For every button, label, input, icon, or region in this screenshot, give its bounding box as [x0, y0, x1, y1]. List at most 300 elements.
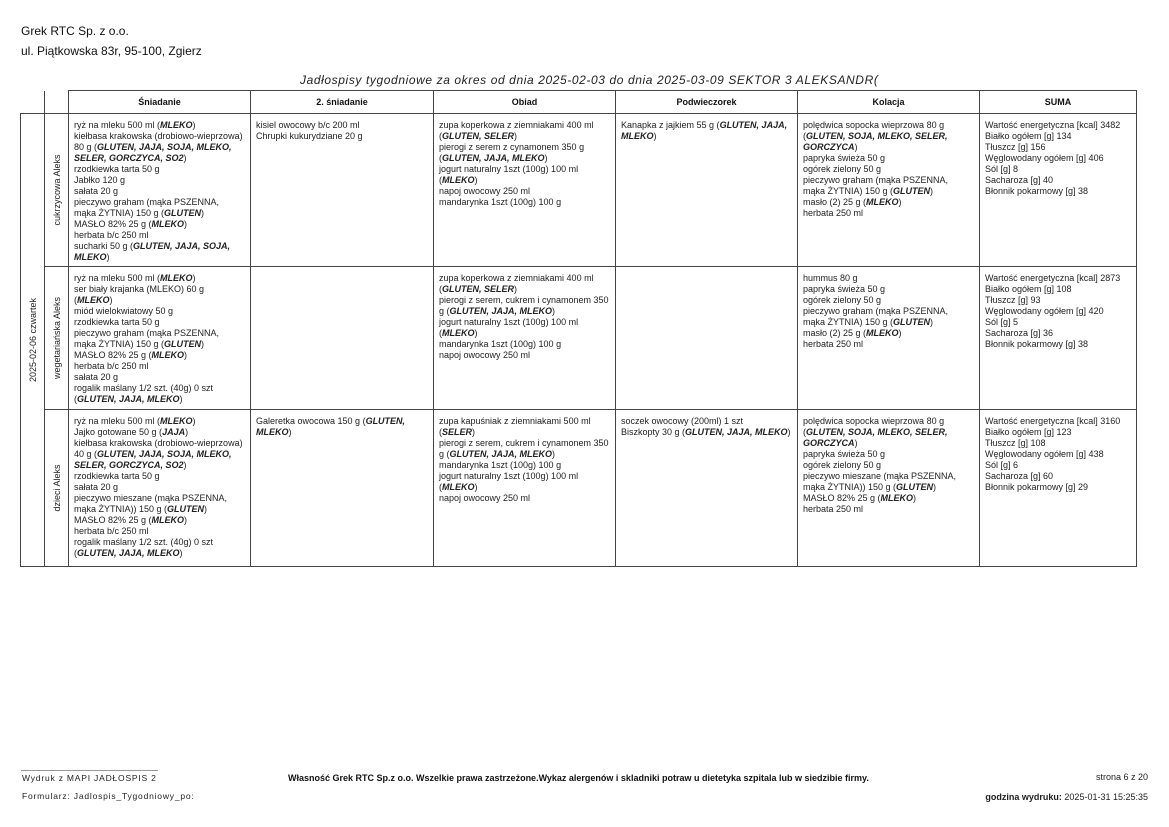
meal-cell-sum [980, 410, 1137, 567]
menu-line [439, 460, 610, 471]
allergen-text: GLUTEN, JAJA, SOJA, MLEKO, [97, 142, 232, 152]
diet-label: cukrzycowa Aleks [51, 154, 62, 226]
menu-text: ) [183, 460, 187, 470]
footer-form-name: Formularz: Jadlospis_Tygodniowy_po: [22, 791, 195, 801]
allergen-text: MLEKO [160, 416, 193, 426]
menu-text: ( [439, 328, 442, 338]
menu-line [985, 460, 1131, 471]
menu-line [74, 416, 245, 427]
allergen-text: GLUTEN, JAJA, MLEKO [685, 427, 788, 437]
menu-line [439, 273, 610, 284]
header-blank [45, 91, 69, 114]
menu-text: mąka ŻYTNIA) 150 g ( [74, 339, 165, 349]
menu-text: ( [439, 482, 442, 492]
menu-line [803, 471, 974, 482]
menu-line [439, 153, 610, 164]
allergen-text: MLEKO [151, 350, 185, 360]
menu-line [803, 416, 974, 427]
menu-text: ) [474, 175, 478, 185]
meal-cell-lunch [434, 267, 616, 410]
print-time [985, 792, 1148, 802]
menu-line [803, 449, 974, 460]
menu-text: ) [288, 427, 292, 437]
menu-text: napoj owocowy 250 ml [439, 186, 531, 196]
diet-label: dzieci Aleks [51, 464, 62, 512]
menu-line [439, 328, 610, 339]
menu-line [621, 427, 792, 438]
menu-text: masło (2) 25 g ( [803, 197, 867, 207]
menu-text: Wartość energetyczna [kcal] 2873 [985, 273, 1121, 283]
menu-text: ) [653, 131, 657, 141]
menu-text: ( [439, 153, 442, 163]
menu-line [74, 241, 245, 252]
menu-text: 40 g ( [74, 449, 98, 459]
menu-line [803, 164, 974, 175]
menu-text: herbata b/c 250 ml [74, 526, 149, 536]
menu-line [74, 471, 245, 482]
menu-line [74, 526, 245, 537]
menu-line [74, 394, 245, 405]
menu-line [985, 131, 1131, 142]
menu-line [985, 186, 1131, 197]
menu-line [74, 482, 245, 493]
menu-text: ogórek zielony 50 g [803, 460, 882, 470]
menu-line [985, 328, 1131, 339]
menu-text: ) [898, 197, 902, 207]
menu-line [621, 416, 792, 427]
menu-text: ) [204, 504, 208, 514]
menu-line [256, 427, 428, 438]
menu-line [439, 306, 610, 317]
menu-text: mąka ŻYTNIA) 150 g ( [803, 186, 894, 196]
menu-line [621, 131, 792, 142]
menu-line [439, 317, 610, 328]
menu-line [803, 186, 974, 197]
menu-text: ( [74, 295, 77, 305]
menu-line [803, 208, 974, 219]
menu-text: Biszkopty 30 g ( [621, 427, 686, 437]
menu-line [74, 306, 245, 317]
menu-text: polędwica sopocka wieprzowa 80 g [803, 120, 945, 130]
menu-text: sałata 20 g [74, 482, 119, 492]
allergen-text: MLEKO [151, 219, 185, 229]
menu-line [439, 120, 610, 131]
footer-rule [21, 770, 158, 771]
menu-line [74, 317, 245, 328]
menu-text: Białko ogółem [g] 108 [985, 284, 1072, 294]
menu-line [803, 504, 974, 515]
menu-text: ryż na mleku 500 ml ( [74, 273, 161, 283]
meal-cell-sum [980, 114, 1137, 267]
allergen-text: GLUTEN [893, 317, 931, 327]
meal-cell-sum [980, 267, 1137, 410]
menu-text: herbata 250 ml [803, 208, 864, 218]
menu-text: ) [106, 252, 110, 262]
menu-line [439, 438, 610, 449]
allergen-text: GLUTEN, JAJA, MLEKO [449, 306, 553, 316]
menu-text: ) [183, 153, 187, 163]
menu-line [74, 493, 245, 504]
menu-text: ryż na mleku 500 ml ( [74, 416, 161, 426]
meal-cell-dinner [798, 267, 980, 410]
menu-text: jogurt naturalny 1szt (100g) 100 ml [439, 164, 579, 174]
menu-line [985, 482, 1131, 493]
meal-cell-breakfast [69, 267, 251, 410]
date-label: 2025-02-06 czwartek [27, 297, 38, 383]
meal-cell-second-breakfast [251, 410, 434, 567]
allergen-text: GLUTEN, JAJA, MLEKO [77, 394, 180, 404]
menu-line [74, 504, 245, 515]
allergen-text: MLEKO [442, 175, 475, 185]
meal-cell-lunch [434, 114, 616, 267]
menu-line [985, 284, 1131, 295]
menu-text: Sól [g] 8 [985, 164, 1019, 174]
menu-text: ) [854, 142, 858, 152]
menu-text: hummus 80 g [803, 273, 858, 283]
menu-line [803, 120, 974, 131]
menu-text: Kanapka z jajkiem 55 g ( [621, 120, 720, 130]
menu-text: ogórek zielony 50 g [803, 164, 882, 174]
menu-text: ) [474, 482, 478, 492]
menu-text: ) [933, 482, 937, 492]
menu-line [74, 230, 245, 241]
menu-text: ) [184, 350, 188, 360]
menu-text: pieczywo graham (mąka PSZENNA, [74, 328, 220, 338]
menu-line [985, 142, 1131, 153]
menu-text: ( [439, 284, 442, 294]
menu-text: ) [184, 515, 188, 525]
menu-text: Sól [g] 6 [985, 460, 1019, 470]
menu-line [439, 471, 610, 482]
menu-line [74, 273, 245, 284]
page-number: strona 6 z 20 [1095, 772, 1148, 782]
menu-text: rzodkiewka tarta 50 g [74, 164, 160, 174]
menu-text: ) [109, 295, 113, 305]
menu-text: ( [439, 175, 442, 185]
menu-line [985, 339, 1131, 350]
menu-line [439, 284, 610, 295]
diet-label-cell [45, 410, 69, 567]
allergen-text: MLEKO [151, 515, 185, 525]
menu-text: Tłuszcz [g] 156 [985, 142, 1046, 152]
allergen-text: GLUTEN, JAJA, SOJA, [133, 241, 231, 251]
allergen-text: GLUTEN, JAJA, MLEKO [449, 449, 553, 459]
company-name: Grek RTC Sp. z o.o. [21, 24, 129, 38]
menu-text: rzodkiewka tarta 50 g [74, 471, 160, 481]
menu-text: MASŁO 82% 25 g ( [74, 350, 152, 360]
menu-line [74, 186, 245, 197]
menu-text: g ( [439, 449, 450, 459]
menu-line [74, 548, 245, 559]
menu-line [74, 197, 245, 208]
menu-line [74, 372, 245, 383]
menu-line [439, 350, 610, 361]
menu-text: MASŁO 82% 25 g ( [74, 515, 152, 525]
menu-line [985, 306, 1131, 317]
menu-line [74, 142, 245, 153]
menu-line [985, 153, 1131, 164]
diet-label: wegetariańska Aleks [51, 296, 62, 380]
menu-text: ) [192, 273, 196, 283]
menu-text: ) [472, 427, 476, 437]
menu-line [439, 186, 610, 197]
menu-line [74, 120, 245, 131]
menu-text: soczek owocowy (200ml) 1 szt [621, 416, 744, 426]
menu-text: Sól [g] 5 [985, 317, 1019, 327]
menu-line [803, 493, 974, 504]
menu-text: Węglowodany ogółem [g] 406 [985, 153, 1104, 163]
menu-text: Sacharoza [g] 40 [985, 175, 1054, 185]
menu-text: Sacharoza [g] 60 [985, 471, 1054, 481]
menu-line [985, 164, 1131, 175]
menu-text: Wartość energetyczna [kcal] 3482 [985, 120, 1121, 130]
menu-line [803, 284, 974, 295]
menu-line [74, 460, 245, 471]
menu-text: ) [514, 131, 518, 141]
menu-text: Błonnik pokarmowy [g] 38 [985, 186, 1089, 196]
menu-line [803, 427, 974, 438]
print-time-value: 2025-01-31 15:25:35 [1064, 792, 1148, 802]
menu-line [803, 197, 974, 208]
menu-text: pierogi z serem, cukrem i cynamonem 350 [439, 295, 609, 305]
menu-line [803, 339, 974, 350]
allergen-text: GLUTEN [893, 186, 931, 196]
allergen-text: SELER, GORCZYCA, SO2 [74, 153, 184, 163]
menu-text: zupa koperkowa z ziemniakami 400 ml [439, 273, 594, 283]
allergen-text: MLEKO [866, 328, 899, 338]
menu-text: miód wielokwiatowy 50 g [74, 306, 174, 316]
menu-text: ) [201, 339, 205, 349]
menu-line [803, 306, 974, 317]
menu-text: ( [803, 427, 806, 437]
menu-text: mąka ŻYTNIA) 150 g ( [803, 317, 894, 327]
menu-text: papryka świeża 50 g [803, 449, 886, 459]
diet-label-cell [45, 267, 69, 410]
allergen-text: MLEKO [77, 295, 110, 305]
header-blank [21, 91, 45, 114]
menu-line [74, 537, 245, 548]
menu-text: pieczywo mieszane (mąka PSZENNA, [803, 471, 957, 481]
menu-text: Sacharoza [g] 36 [985, 328, 1054, 338]
menu-text: Tłuszcz [g] 108 [985, 438, 1046, 448]
menu-text: herbata b/c 250 ml [74, 361, 149, 371]
diet-label-cell [45, 114, 69, 267]
menu-line [439, 416, 610, 427]
menu-line [74, 515, 245, 526]
menu-text: ) [514, 284, 518, 294]
menu-line [256, 120, 428, 131]
menu-text: sucharki 50 g ( [74, 241, 134, 251]
allergen-text: MLEKO [880, 493, 914, 503]
menu-text: pieczywo graham (mąka PSZENNA, [803, 175, 949, 185]
meal-cell-snack [616, 114, 798, 267]
menu-text: herbata 250 ml [803, 504, 864, 514]
menu-text: Węglowodany ogółem [g] 438 [985, 449, 1104, 459]
menu-line [985, 427, 1131, 438]
menu-line [803, 153, 974, 164]
menu-text: Jabłko 120 g [74, 175, 126, 185]
menu-text: mąka ŻYTNIA)) 150 g ( [803, 482, 897, 492]
allergen-text: GORCZYCA [803, 142, 855, 152]
menu-text: Jajko gotowane 50 g ( [74, 427, 163, 437]
menu-line [439, 339, 610, 350]
menu-line [985, 120, 1131, 131]
document-title: Jadłospisy tygodniowe za okres od dnia 2025-02-03 do dnia 2025-03-09 SEKTOR 3 ALEKSANDR( [300, 73, 879, 87]
menu-text: ( [439, 131, 442, 141]
menu-text: g ( [439, 306, 450, 316]
meal-cell-lunch [434, 410, 616, 567]
menu-text: mandarynka 1szt (100g) 100 g [439, 197, 562, 207]
menu-text: mąka ŻYTNIA) 150 g ( [74, 208, 165, 218]
menu-line [439, 295, 610, 306]
menu-line [439, 142, 610, 153]
allergen-text: MLEKO [74, 252, 107, 262]
menu-text: Białko ogółem [g] 123 [985, 427, 1072, 437]
allergen-text: GLUTEN, SOJA, MLEKO, SELER, [806, 427, 948, 437]
menu-line [803, 317, 974, 328]
menu-text: ) [544, 153, 548, 163]
allergen-text: GLUTEN [896, 482, 934, 492]
menu-text: ) [930, 317, 934, 327]
column-header-snack: Podwieczorek [616, 91, 798, 114]
menu-text: kisiel owocowy b/c 200 ml [256, 120, 360, 130]
menu-line [985, 175, 1131, 186]
menu-line [985, 295, 1131, 306]
menu-text: ) [184, 219, 188, 229]
menu-line [439, 449, 610, 460]
menu-line [74, 361, 245, 372]
menu-text: kiełbasa krakowska (drobiowo-wieprzowa) [74, 438, 243, 448]
menu-text: polędwica sopocka wieprzowa 80 g [803, 416, 945, 426]
footer-rights-notice: Własność Grek RTC Sp.z o.o. Wszelkie prawa zastrzeżone.Wykaz alergenów i skladniki potraw u dietetyka szpitala lub w siedzibie firmy. [288, 773, 869, 783]
menu-text: ) [179, 548, 183, 558]
footer-printout: Wydruk z MAPI JADŁOSPIS 2 [22, 773, 157, 783]
menu-line [74, 427, 245, 438]
menu-line [803, 142, 974, 153]
menu-text: ) [898, 328, 902, 338]
menu-text: herbata b/c 250 ml [74, 230, 149, 240]
menu-text: zupa kapuśniak z ziemniakami 500 ml [439, 416, 591, 426]
menu-text: sałata 20 g [74, 372, 119, 382]
meal-cell-second-breakfast [251, 114, 434, 267]
menu-text: ) [913, 493, 917, 503]
allergen-text: GLUTEN, JAJA, MLEKO [77, 548, 180, 558]
column-header-second-breakfast: 2. śniadanie [251, 91, 434, 114]
menu-line [439, 197, 610, 208]
menu-text: ) [201, 208, 205, 218]
menu-text: sałata 20 g [74, 186, 119, 196]
menu-text: pierogi z serem, cukrem i cynamonem 350 [439, 438, 609, 448]
menu-line [74, 164, 245, 175]
menu-line [74, 295, 245, 306]
menu-text: jogurt naturalny 1szt (100g) 100 ml [439, 471, 579, 481]
meal-cell-breakfast [69, 410, 251, 567]
column-header-sum: SUMA [980, 91, 1137, 114]
menu-line [74, 339, 245, 350]
meal-cell-dinner [798, 114, 980, 267]
menu-text: ) [552, 449, 556, 459]
menu-line [74, 438, 245, 449]
menu-line [985, 438, 1131, 449]
menu-text: mąka ŻYTNIA)) 150 g ( [74, 504, 168, 514]
menu-line [74, 284, 245, 295]
meal-cell-snack [616, 267, 798, 410]
menu-text: zupa koperkowa z ziemniakami 400 ml [439, 120, 594, 130]
menu-text: Białko ogółem [g] 134 [985, 131, 1072, 141]
menu-line [256, 416, 428, 427]
menu-line [74, 383, 245, 394]
menu-text: mandarynka 1szt (100g) 100 g [439, 339, 562, 349]
allergen-text: MLEKO [442, 482, 475, 492]
allergen-text: MLEKO [866, 197, 899, 207]
allergen-text: GLUTEN, SOJA, MLEKO, SELER, [806, 131, 948, 141]
menu-line [985, 317, 1131, 328]
menu-line [803, 273, 974, 284]
allergen-text: JAJA [162, 427, 186, 437]
menu-line [803, 295, 974, 306]
menu-text: ) [552, 306, 556, 316]
menu-text: herbata 250 ml [803, 339, 864, 349]
meal-cell-snack [616, 410, 798, 567]
menu-line [803, 175, 974, 186]
menu-line [439, 131, 610, 142]
menu-line [439, 164, 610, 175]
menu-text: pieczywo mieszane (mąka PSZENNA, [74, 493, 228, 503]
menu-line [985, 449, 1131, 460]
column-header-lunch: Obiad [434, 91, 616, 114]
menu-text: rzodkiewka tarta 50 g [74, 317, 160, 327]
allergen-text: GLUTEN, SELER [442, 284, 515, 294]
menu-text: ( [74, 394, 77, 404]
allergen-text: GLUTEN, [365, 416, 406, 426]
menu-line [621, 120, 792, 131]
menu-text: napoj owocowy 250 ml [439, 493, 531, 503]
menu-line [985, 471, 1131, 482]
menu-text: ( [74, 548, 77, 558]
allergen-text: GLUTEN [164, 208, 202, 218]
menu-text: ryż na mleku 500 ml ( [74, 120, 161, 130]
menu-text: masło (2) 25 g ( [803, 328, 867, 338]
menu-text: ser biały krajanka (MLEKO) 60 g [74, 284, 205, 294]
allergen-text: MLEKO [256, 427, 289, 437]
menu-text: ) [854, 438, 858, 448]
column-header-dinner: Kolacja [798, 91, 980, 114]
allergen-text: GLUTEN, SELER [442, 131, 515, 141]
menu-line [439, 482, 610, 493]
allergen-text: MLEKO [442, 328, 475, 338]
allergen-text: MLEKO [621, 131, 654, 141]
diet-row [21, 410, 1137, 567]
allergen-text: MLEKO [160, 120, 193, 130]
menu-text: ) [474, 328, 478, 338]
menu-text: ) [930, 186, 934, 196]
allergen-text: GLUTEN, JAJA, [719, 120, 788, 130]
diet-row [21, 267, 1137, 410]
menu-line [439, 493, 610, 504]
menu-text: pieczywo graham (mąka PSZENNA, [803, 306, 949, 316]
menu-text: ogórek zielony 50 g [803, 295, 882, 305]
menu-text: Chrupki kukurydziane 20 g [256, 131, 363, 141]
column-header-breakfast: Śniadanie [69, 91, 251, 114]
menu-text: kiełbasa krakowska (drobiowo-wieprzowa) [74, 131, 243, 141]
menu-line [74, 131, 245, 142]
menu-line [74, 350, 245, 361]
menu-text: MASŁO 82% 25 g ( [803, 493, 881, 503]
company-address: ul. Piątkowska 83r, 95-100, Zgierz [21, 44, 202, 58]
menu-line [803, 131, 974, 142]
menu-line [985, 273, 1131, 284]
menu-text: napoj owocowy 250 ml [439, 350, 531, 360]
